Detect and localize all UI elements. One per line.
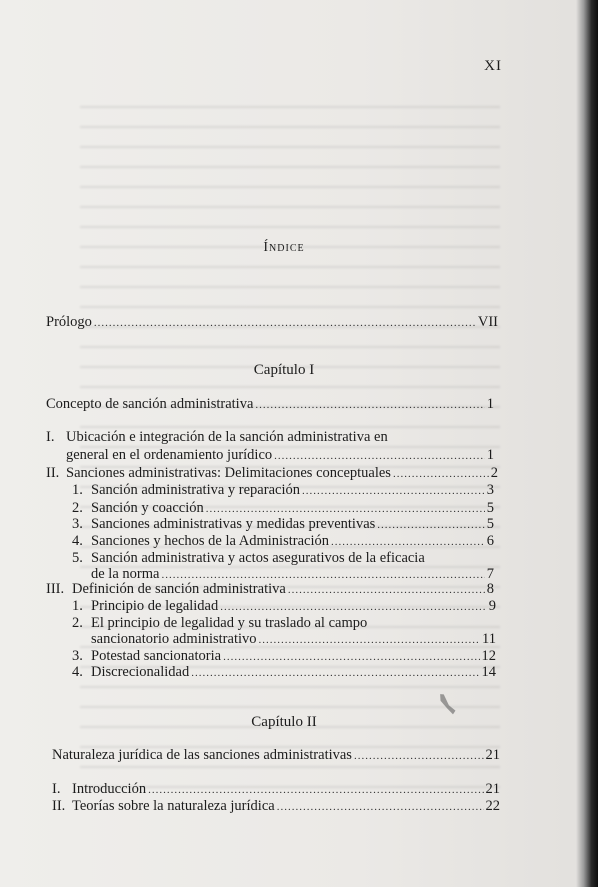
leader-dots [191,664,479,682]
toc-entry-page: 9 [488,598,496,614]
toc-entry-label: Introducción [72,781,147,797]
toc-entry-label: Potestad sancionatoria [91,648,222,664]
toc-entry-number: 4. [72,664,83,680]
toc-entry-number: 2. [72,500,83,516]
toc-entry-label: Naturaleza jurídica de las sanciones administrativas [52,747,352,763]
toc-entry-label: Definición de sanción administrativa [72,581,286,597]
toc-subentry [72,663,496,682]
chapter-1-title-entry [46,395,494,414]
toc-entry-page: 12 [481,648,496,664]
toc-entry-label: Principio de legalidad [91,598,219,614]
toc-entry-continuation [66,446,494,465]
leader-dots [274,447,485,465]
toc-entry-number: 1. [72,598,83,614]
toc-entry-page: 21 [485,747,500,763]
toc-entry-page: 5 [486,516,494,532]
toc-entry-page: 7 [486,566,494,582]
chapter-2-heading: Capítulo II [251,714,317,730]
toc-entry-number: II. [46,465,60,481]
toc-entry-label: Sanción y coacción [91,500,204,516]
leader-dots [277,798,484,816]
leader-dots [94,314,476,332]
toc-entry-page: 3 [486,482,494,498]
toc-entry-label: Prólogo [46,314,92,330]
leader-dots [255,396,484,414]
toc-entry-label-continued: de la norma [91,566,160,582]
toc-entry-page: VII [477,314,498,330]
chapter-1-heading: Capítulo I [253,362,315,378]
chapter-2-title-entry [52,746,500,765]
toc-entry-label: Sanción administrativa y reparación [91,482,300,498]
toc-entry-number: II. [52,798,66,814]
toc-entry-label: Teorías sobre la naturaleza jurídica [72,798,275,814]
toc-entry-label: Sanciones administrativas: Delimitaciones conceptuales [66,465,391,481]
toc-entry-label: Discrecionalidad [91,664,190,680]
toc-entry-page: 21 [485,781,500,797]
toc-entry-page: 1 [486,447,494,463]
toc-entry-number: I. [52,781,61,797]
toc-entry-label: Sanción administrativa y actos asegurativos de la eficacia [91,550,425,566]
toc-entry-page: 11 [482,631,496,647]
toc-entry-number: 4. [72,533,83,549]
toc-entry-page: 6 [486,533,494,549]
toc-entry-number: 3. [72,648,83,664]
toc-entry-page: 1 [486,396,494,412]
toc-entry-label: El principio de legalidad y su traslado al campo [91,615,368,631]
toc-entry-label: Ubicación e integración de la sanción administrativa en [66,429,388,445]
toc-entry-label: Concepto de sanción administrativa [46,396,254,412]
toc-entry-label-continued: sancionatorio administrativo [91,631,257,647]
leader-dots [354,747,484,765]
toc-entry-prologo [46,313,498,332]
toc-entry-page: 8 [486,581,494,597]
toc-entry-label: Sanciones administrativas y medidas preventivas [91,516,376,532]
toc-entry-page: 2 [490,465,498,481]
toc-entry-page: 14 [481,664,496,680]
toc-entry-number: III. [46,581,65,597]
index-heading: Índice [263,240,305,255]
leader-dots [302,482,485,500]
toc-entry-label: Sanciones y hechos de la Administración [91,533,329,549]
toc-entry [46,428,388,446]
toc-entry [52,797,500,816]
page-number: XI [484,58,502,74]
toc-entry-page: 5 [486,500,494,516]
toc-entry-label-continued: general en el ordenamiento jurídico [66,447,273,463]
book-spine-shadow [576,0,598,887]
toc-entry-number: 1. [72,482,83,498]
toc-subentry [72,481,494,500]
toc-entry-number: I. [46,429,55,445]
toc-entry-number: 5. [72,550,83,566]
toc-entry-page: 22 [485,798,500,814]
toc-entry-number: 3. [72,516,83,532]
toc-entry-number: 2. [72,615,83,631]
